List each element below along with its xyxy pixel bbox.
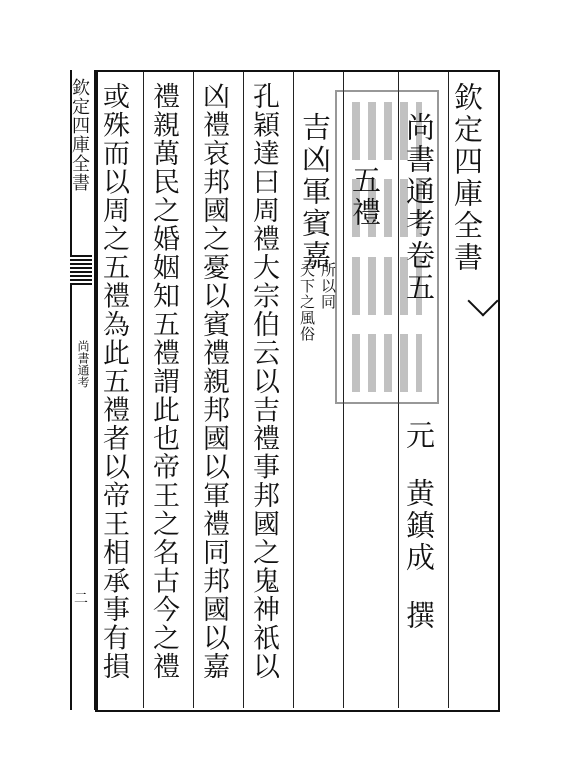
column-rule — [193, 72, 194, 708]
column-rule — [243, 72, 244, 708]
column-rule — [293, 72, 294, 708]
author-dynasty: 元 — [402, 420, 436, 452]
section-heading: 五禮 — [348, 165, 382, 229]
section-note-1: 所以同 — [319, 262, 337, 310]
body-column-4: 或殊而以周之五禮為此五禮者以帝王相承事有損 — [98, 82, 129, 681]
volume-title: 尚書通考卷五 — [402, 112, 436, 304]
column-rule — [448, 72, 449, 708]
author-role: 撰 — [402, 600, 436, 632]
column-rule — [143, 72, 144, 708]
spine-title: 欽定四庫全書 — [69, 78, 90, 192]
body-column-1: 孔穎達曰周禮大宗伯云以吉禮事邦國之鬼神祇以 — [248, 82, 279, 681]
spine-subtitle: 尚書通考 — [76, 340, 90, 388]
section-note-2: 天下之風俗 — [298, 262, 316, 342]
seal-glyph — [352, 334, 422, 392]
collection-title: 欽定四庫全書 — [450, 82, 484, 274]
author-name: 黄鎮成 — [402, 478, 436, 574]
body-column-2: 凶禮哀邦國之憂以賓禮親邦國以軍禮同邦國以嘉 — [198, 82, 229, 681]
spine-band — [70, 255, 92, 285]
spine-page-number: 二 — [74, 591, 88, 607]
section-items: 吉凶軍賓嘉 — [298, 112, 332, 272]
body-column-3: 禮親萬民之婚姻知五禮謂此也帝王之名古今之禮 — [148, 82, 179, 681]
